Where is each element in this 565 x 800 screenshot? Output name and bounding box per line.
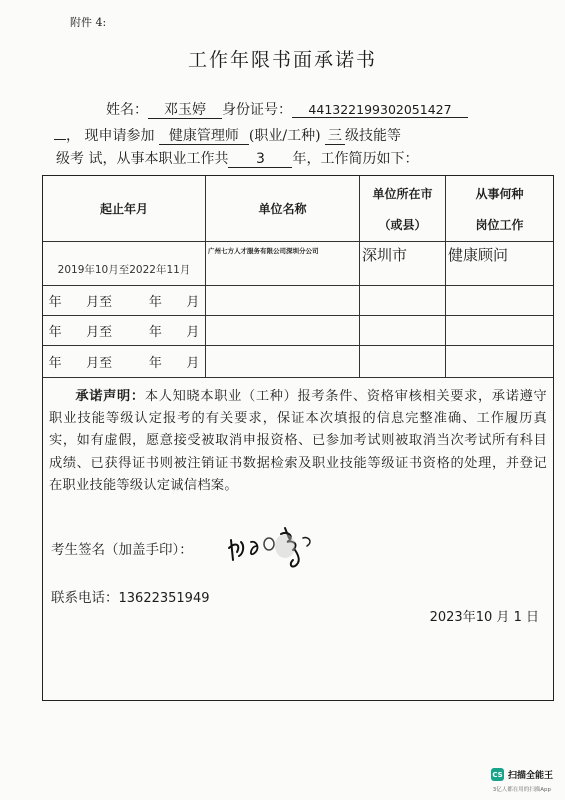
row-position: 健康顾问 [448, 246, 509, 264]
date-month-unit: 月 [496, 610, 510, 625]
phone-line [51, 586, 209, 606]
table-row [43, 316, 553, 346]
row-unit [206, 286, 360, 315]
header-city-line2: （或县） [378, 217, 427, 232]
level-value: 三 [325, 129, 345, 145]
scanner-watermark [491, 768, 553, 781]
row-position [446, 346, 553, 377]
declaration-label: 承诺声明： [75, 389, 145, 404]
header-period: 起止年月 [43, 176, 206, 241]
declaration-text [49, 386, 547, 497]
row-city: 深圳市 [360, 242, 446, 285]
row-city [360, 286, 446, 315]
name-value: 邓玉婷 [148, 103, 222, 119]
line3-suffix: 年，工作简历如下： [292, 151, 419, 167]
date-day-unit: 日 [525, 610, 539, 625]
row-city [360, 316, 446, 345]
row-unit: 广州七方人才服务有限公司深圳分公司 [206, 242, 360, 285]
header-position-line1: 从事何种 [475, 186, 524, 201]
table-row [43, 242, 553, 286]
years-value: 3 [228, 152, 292, 168]
page-title: 工作年限书面承诺书 [187, 49, 377, 71]
row-period: 年 月至 年 月 [43, 286, 206, 315]
table-row [43, 286, 553, 316]
level-suffix: 级技能等 [345, 128, 401, 144]
work-history-table [42, 175, 554, 701]
date-year-unit: 年 [462, 610, 476, 625]
attachment-label: 附件 4: [70, 16, 107, 29]
camscanner-tagline: 3亿人都在用的扫描App [492, 787, 551, 793]
signature-label: 考生签名（加盖手印）： [51, 542, 193, 558]
header-city [360, 176, 446, 241]
id-number-value: 441322199302051427 [292, 102, 468, 118]
header-unit: 单位名称 [206, 176, 360, 241]
date-month: 10 [475, 610, 493, 625]
id-label: 身份证号： [222, 102, 292, 118]
occupation-suffix: (职业/工种) [248, 128, 321, 144]
header-position-line2: 岗位工作 [475, 217, 524, 232]
row-position [446, 286, 553, 315]
header-city-line1: 单位所在市 [372, 186, 433, 201]
row-period: 年 月至 年 月 [43, 316, 206, 345]
date-year: 2023 [429, 610, 463, 625]
phone-label: 联系电话： [51, 590, 119, 606]
table-row [43, 346, 553, 378]
camscanner-app-name: 扫描全能王 [507, 771, 553, 781]
row-unit [206, 316, 360, 345]
table-header-row [43, 176, 553, 242]
applicant-line-2 [54, 125, 401, 145]
applicant-line-1 [106, 99, 468, 119]
sign-date [430, 606, 539, 625]
applicant-line-3 [56, 148, 418, 168]
header-position [446, 176, 553, 241]
handwritten-signature [223, 520, 341, 572]
blank-prefix [54, 139, 66, 140]
occupation-value: 健康管理师 [159, 129, 249, 145]
declaration-body: 本人知晓本职业（工种）报考条件、资格审核相关要求，承诺遵守职业技能等级认定报考的有关要求，保证本次填报的信息完整准确、工作履历真实，如有虚假，愿意接受被取消申报资格、已参加考试则被取消当次考试所有科目成绩、已获得证书则被注销证书数据检索及职业技能等级证书资格的处理，并登记在职业技能等级认定诚信档案。 [49, 389, 548, 493]
declaration-block [43, 378, 553, 700]
row-unit [206, 346, 360, 377]
date-day: 1 [513, 610, 522, 625]
name-label: 姓名： [106, 102, 148, 118]
line3-prefix: 级考 试，从事本职业工作共 [56, 151, 229, 167]
row-period: 2019年10月至2022年11月 [43, 242, 206, 285]
phone-number: 13622351949 [118, 591, 210, 606]
row-period: 年 月至 年 月 [43, 346, 206, 377]
row-city [360, 346, 446, 377]
apply-prefix: 现申请参加 [84, 128, 155, 144]
row-position [446, 316, 553, 345]
comma: ， [66, 128, 80, 144]
camscanner-logo-icon: CS [491, 768, 504, 781]
